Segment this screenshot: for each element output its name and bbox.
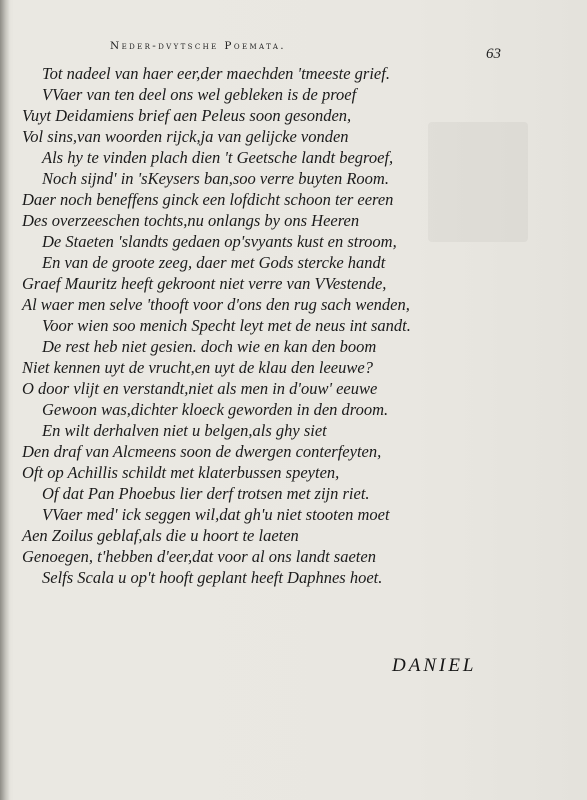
poem-line: Tot nadeel van haer eer,der maechden 'tmeeste grief. (42, 64, 390, 83)
poem-line: Graef Mauritz heeft gekroont niet verre van VVestende, (22, 274, 387, 293)
page-number: 63 (486, 46, 501, 62)
poem-line: Vol sins,van woorden rijck,ja van gelijcke vonden (22, 127, 349, 146)
poem-line: O door vlijt en verstandt,niet als men in d'ouw' eeuwe (22, 379, 378, 398)
page-gutter-shadow (0, 0, 10, 800)
poem-line: Gewoon was,dichter kloeck geworden in den droom. (42, 400, 389, 419)
poem-line: Oft op Achillis schildt met klaterbussen speyten, (22, 463, 340, 482)
poem-line: De rest heb niet gesien. doch wie en kan den boom (42, 337, 377, 356)
poem-line: Genoegen, t'hebben d'eer,dat voor al ons landt saeten (22, 547, 376, 566)
poem-line: VVaer med' ick seggen wil,dat gh'u niet stooten moet (42, 505, 390, 524)
poem-line: Daer noch beneffens ginck een lofdicht schoon ter eeren (22, 190, 394, 209)
poem-line: Voor wien soo menich Specht leyt met de neus int sandt. (42, 316, 411, 335)
poem-line: Des overzeeschen tochts,nu onlangs by ons Heeren (22, 211, 360, 230)
poem-line: Al waer men selve 'thooft voor d'ons den rug sach wenden, (22, 295, 410, 314)
poem-line: En wilt derhalven niet u belgen,als ghy siet (42, 421, 327, 440)
poem-line: Aen Zoilus geblaf,als die u hoort te laeten (22, 526, 299, 545)
poem-line: Vuyt Deidamiens brief aen Peleus soon gesonden, (22, 106, 352, 125)
running-title: Neder-dvytsche Poemata. (110, 40, 287, 52)
poem-line: Als hy te vinden plach dien 't Geetsche landt begroef, (42, 148, 394, 167)
poem-line: Niet kennen uyt de vrucht,en uyt de klau den leeuwe? (22, 358, 373, 377)
poem-line: Noch sijnd' in 'sKeysers ban,soo verre buyten Room. (42, 169, 389, 188)
poem-line: VVaer van ten deel ons wel gebleken is de proef (42, 85, 357, 104)
drop-cap-show-through (428, 122, 528, 242)
poem-line: Selfs Scala u op't hooft geplant heeft Daphnes hoet. (42, 568, 383, 587)
catchword: DANIEL (392, 655, 477, 676)
poem-line: De Staeten 'slandts gedaen op'svyants kust en stroom, (42, 232, 397, 251)
poem-line: Of dat Pan Phoebus lier derf trotsen met zijn riet. (42, 484, 370, 503)
poem-line: Den draf van Alcmeens soon de dwergen conterfeyten, (22, 442, 382, 461)
poem-line: En van de groote zeeg, daer met Gods stercke handt (42, 253, 386, 272)
